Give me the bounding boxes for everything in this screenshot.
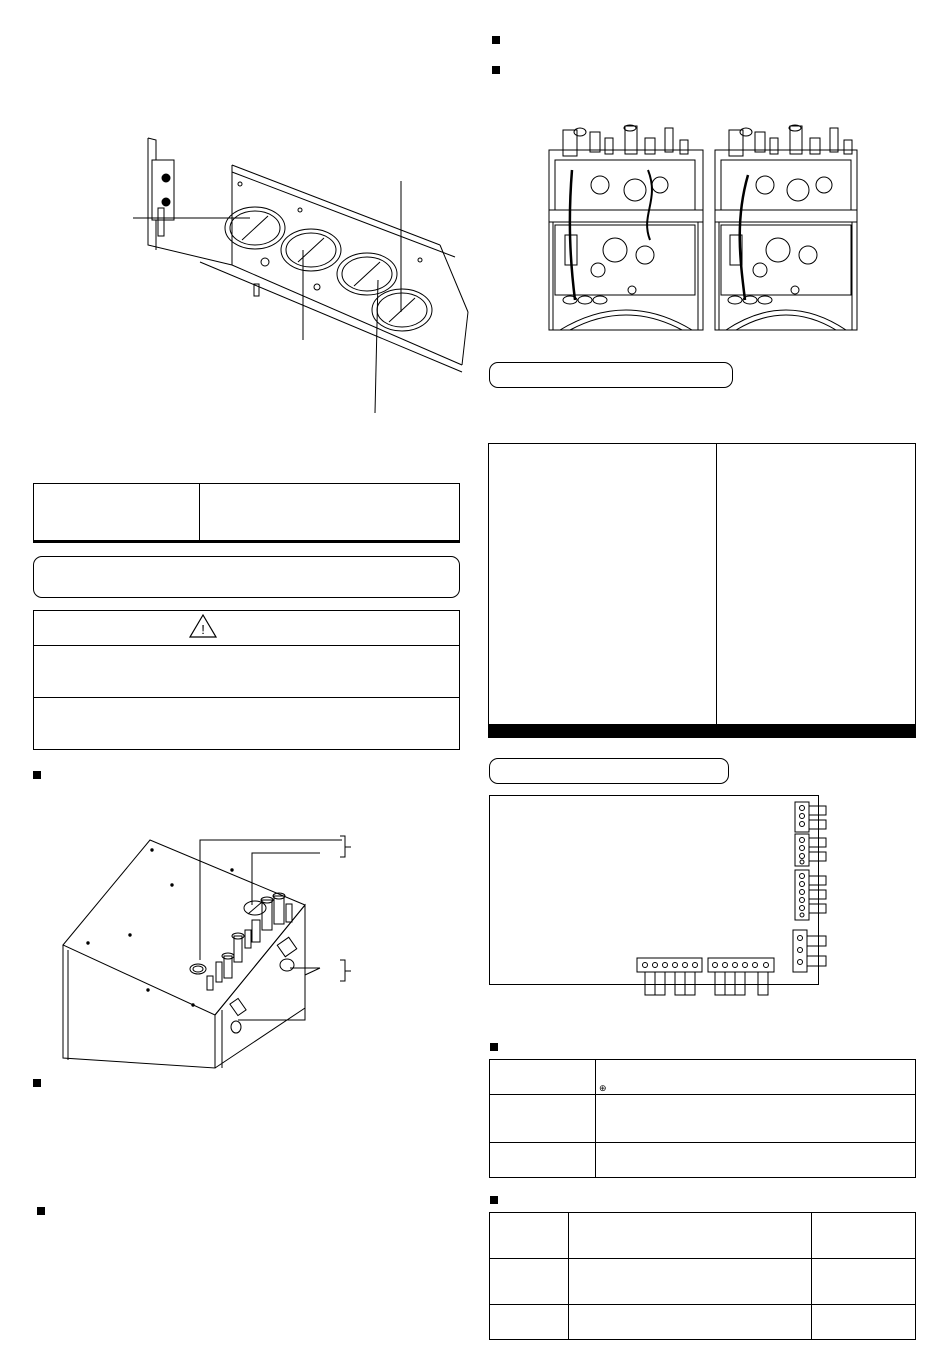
table-row (490, 1213, 916, 1259)
table-row (490, 1060, 916, 1095)
table-row (490, 1259, 916, 1305)
table-row (490, 1143, 916, 1178)
table-row (490, 1095, 916, 1143)
terminal-block-right-1 (795, 802, 826, 832)
terminal-symbol: ⊕ (599, 1083, 607, 1093)
terminal-block-right-4 (793, 930, 826, 972)
bullet-marker (490, 1196, 498, 1204)
terminal-block-bottom-1 (637, 958, 702, 995)
table-row (490, 1305, 916, 1340)
terminal-block-right-2 (795, 834, 826, 866)
terminal-block-right-3 (795, 870, 826, 920)
warning-symbol: ! (201, 622, 205, 637)
bottom-table-2 (489, 1212, 916, 1340)
bullet-marker (490, 1043, 498, 1051)
bottom-table-1 (489, 1059, 916, 1178)
terminal-block-bottom-2 (708, 958, 774, 995)
